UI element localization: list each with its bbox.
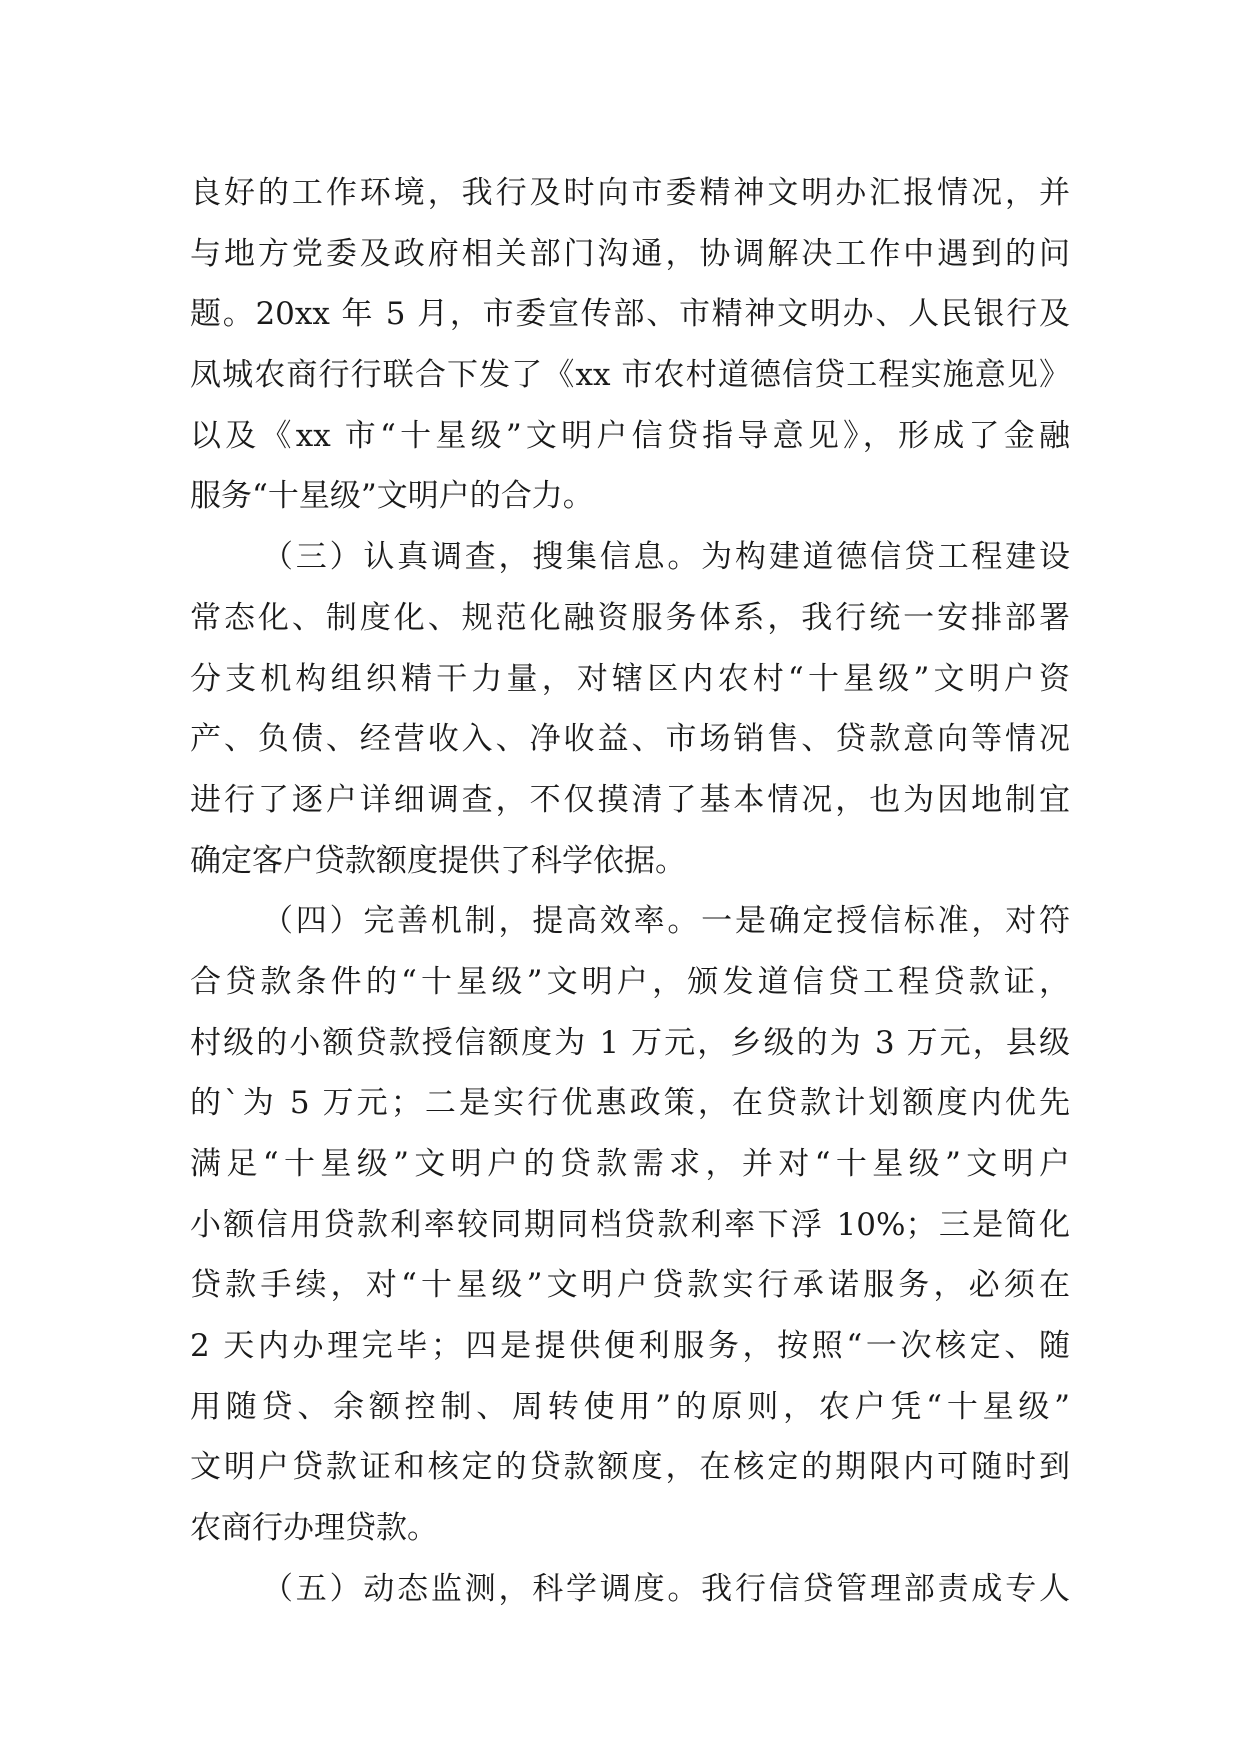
text-line: 进行了逐户详细调查，不仅摸清了基本情况，也为因地制宜 [190, 781, 1070, 818]
text-line: 村级的小额贷款授信额度为 1 万元，乡级的为 3 万元，县级 [190, 1024, 1070, 1061]
text-line: 常态化、制度化、规范化融资服务体系，我行统一安排部署 [190, 599, 1070, 636]
text-line: 的`为 5 万元；二是实行优惠政策，在贷款计划额度内优先 [190, 1085, 1070, 1122]
text-line: 分支机构组织精干力量，对辖区内农村“十星级”文明户资 [190, 660, 1070, 697]
text-line: 用随贷、余额控制、周转使用”的原则，农户凭“十星级” [190, 1388, 1070, 1425]
paragraph-heading-line: （四）完善机制，提高效率。一是确定授信标准，对符 [262, 903, 1070, 940]
text-line: 合贷款条件的“十星级”文明户，颁发道信贷工程贷款证， [190, 963, 1070, 1000]
text-line: 良好的工作环境，我行及时向市委精神文明办汇报情况，并 [190, 175, 1070, 211]
text-line: 文明户贷款证和核定的贷款额度，在核定的期限内可随时到 [190, 1449, 1070, 1486]
text-line: 服务“十星级”文明户的合力。 [190, 478, 594, 515]
text-line: 凤城农商行行联合下发了《xx 市农村道德信贷工程实施意见》 [190, 357, 1070, 394]
text-line: 农商行办理贷款。 [190, 1510, 438, 1547]
paragraph-heading-line: （三）认真调查，搜集信息。为构建道德信贷工程建设 [262, 539, 1070, 576]
document-body [190, 163, 1070, 1620]
text-line: 满足“十星级”文明户的贷款需求，并对“十星级”文明户 [190, 1146, 1070, 1182]
text-line: 题。20xx 年 5 月，市委宣传部、市精神文明办、人民银行及 [190, 296, 1070, 333]
text-line: 以及《xx 市“十星级”文明户信贷指导意见》，形成了金融 [190, 417, 1070, 454]
text-line: 2 天内办理完毕；四是提供便利服务，按照“一次核定、随 [190, 1328, 1070, 1365]
text-line: 产、负债、经营收入、净收益、市场销售、贷款意向等情况 [190, 721, 1070, 758]
paragraph-heading-line: （五）动态监测，科学调度。我行信贷管理部责成专人 [262, 1570, 1070, 1607]
text-line: 确定客户贷款额度提供了科学依据。 [190, 842, 686, 879]
text-line: 与地方党委及政府相关部门沟通，协调解决工作中遇到的问 [190, 235, 1070, 272]
text-line: 贷款手续，对“十星级”文明户贷款实行承诺服务，必须在 [190, 1267, 1070, 1304]
text-line: 小额信用贷款利率较同期同档贷款利率下浮 10%；三是简化 [190, 1206, 1070, 1243]
